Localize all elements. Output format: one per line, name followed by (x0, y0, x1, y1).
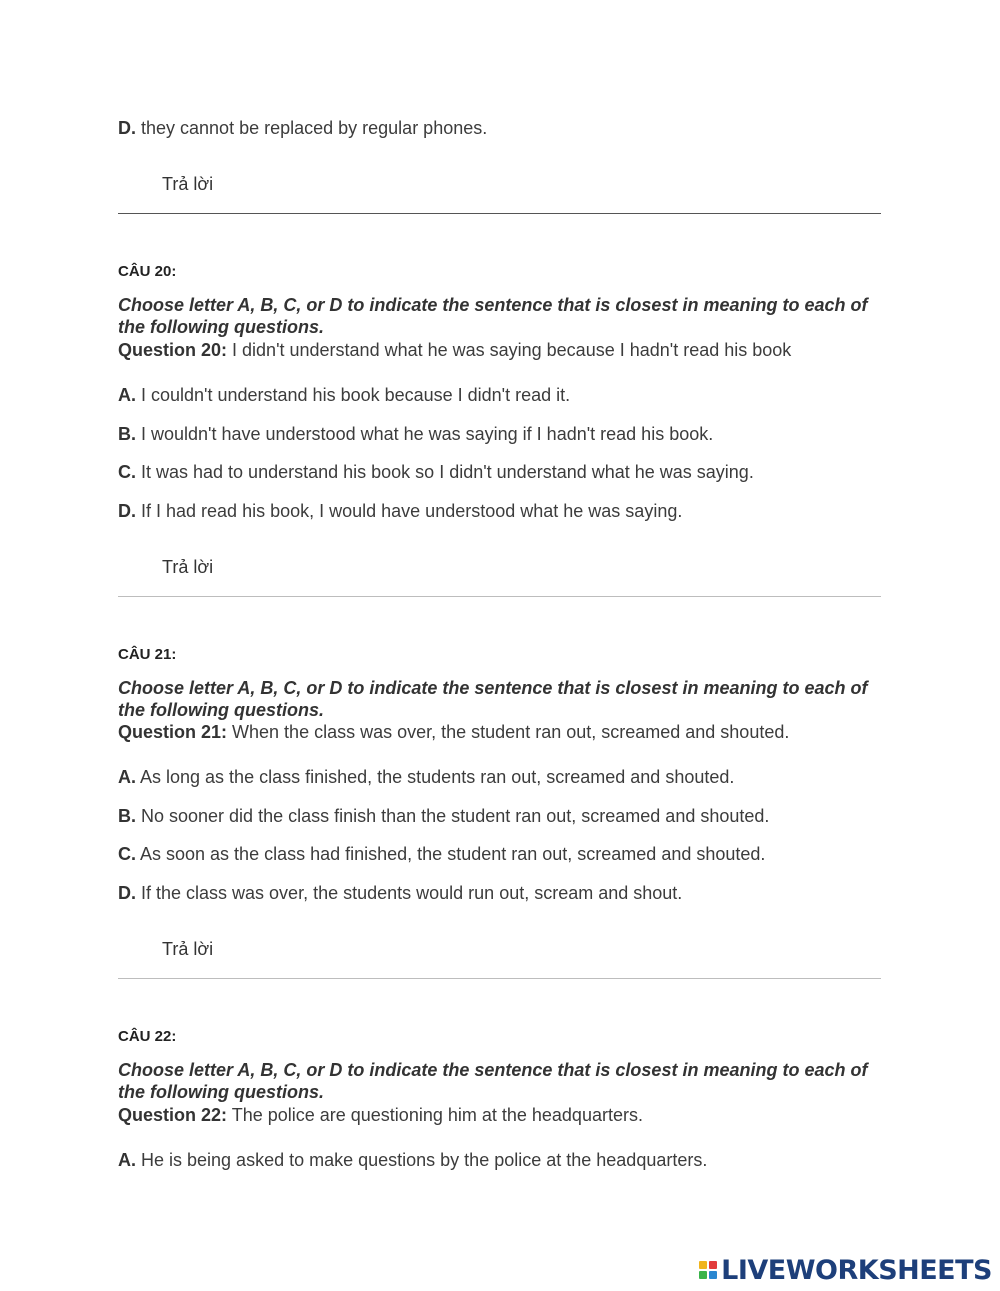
option-b[interactable]: B. No sooner did the class finish than the student ran out, screamed and shouted. (118, 806, 770, 826)
question-instruction: Choose letter A, B, C, or D to indicate the sentence that is closest in meaning to each of the following questions. (118, 678, 868, 720)
question-header: CÂU 22: (118, 1028, 177, 1045)
option-d[interactable]: D. If I had read his book, I would have understood what he was saying. (118, 501, 683, 521)
divider (118, 213, 881, 214)
answer-link[interactable]: Trả lời (162, 174, 214, 194)
divider (118, 596, 881, 597)
answer-link[interactable]: Trả lời (162, 557, 214, 577)
option-a[interactable]: A. I couldn't understand his book because I didn't read it. (118, 385, 571, 405)
option-c[interactable]: C. It was had to understand his book so I didn't understand what he was saying. (118, 462, 754, 482)
question-header: CÂU 21: (118, 646, 177, 663)
question-header: CÂU 20: (118, 263, 177, 280)
option-d[interactable]: D. they cannot be replaced by regular phones. (118, 118, 488, 138)
question-text: Question 22: The police are questioning him at the headquarters. (118, 1105, 643, 1125)
question-instruction: Choose letter A, B, C, or D to indicate the sentence that is closest in meaning to each of the following questions. (118, 1060, 868, 1102)
liveworksheets-logo (699, 1254, 992, 1286)
question-instruction: Choose letter A, B, C, or D to indicate the sentence that is closest in meaning to each of the following questions. (118, 295, 868, 337)
option-a[interactable]: A. He is being asked to make questions by the police at the headquarters. (118, 1150, 708, 1170)
question-text: Question 20: I didn't understand what he was saying because I hadn't read his book (118, 340, 792, 360)
question-text: Question 21: When the class was over, the student ran out, screamed and shouted. (118, 722, 790, 742)
option-a[interactable]: A. As long as the class finished, the students ran out, screamed and shouted. (118, 767, 735, 787)
option-d[interactable]: D. If the class was over, the students would run out, scream and shout. (118, 883, 683, 903)
logo-text: LIVEWORKSHEETS (721, 1254, 992, 1286)
option-c[interactable]: C. As soon as the class had finished, the student ran out, screamed and shouted. (118, 844, 766, 864)
answer-link[interactable]: Trả lời (162, 939, 214, 959)
logo-mark-icon (699, 1261, 717, 1279)
divider (118, 978, 881, 979)
option-b[interactable]: B. I wouldn't have understood what he was saying if I hadn't read his book. (118, 424, 714, 444)
